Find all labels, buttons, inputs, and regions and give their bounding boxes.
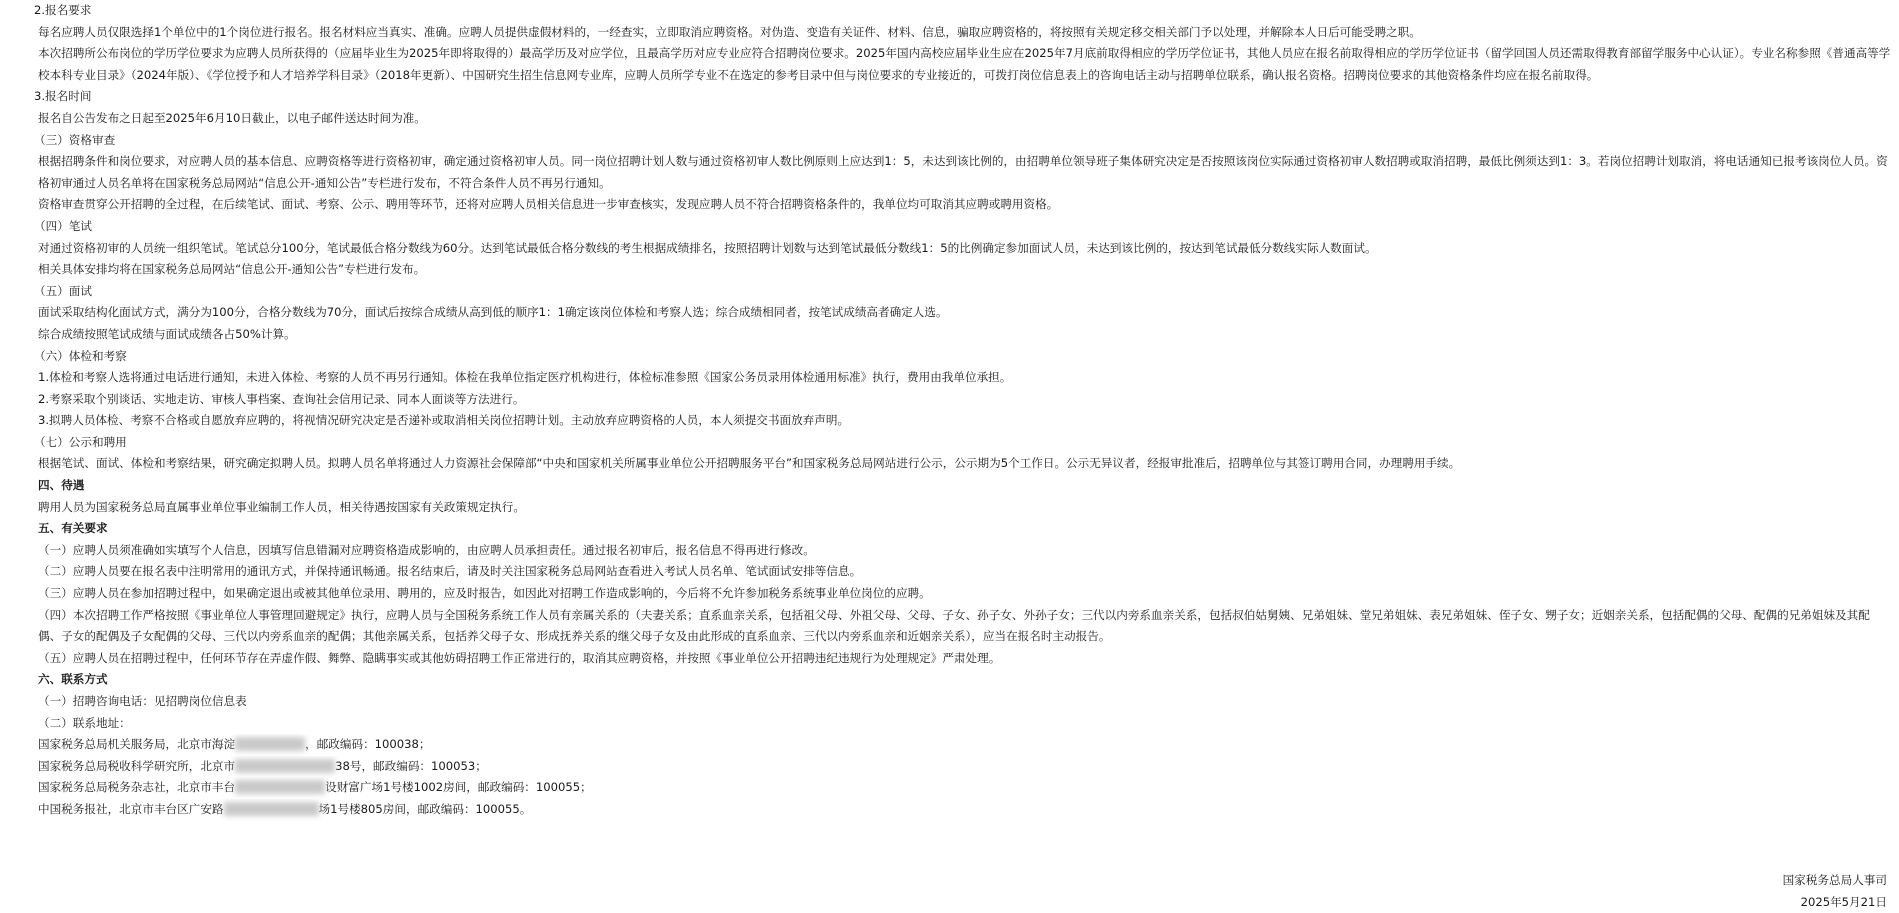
address-line [10,799,1899,821]
address-text: 国家税务总局机关服务局，北京市海淀 [38,737,236,752]
paragraph: 面试采取结构化面试方式，满分为100分，合格分数线为70分，面试后按综合成绩从高到低的顺序1：1确定该岗位体检和考察人选；综合成绩相同者，按笔试成绩高者确定人选。 [38,305,948,320]
address-text: 设财富广场1号楼1002房间，邮政编码：100055； [325,780,592,795]
paragraph: 根据招聘条件和岗位要求，对应聘人员的基本信息、应聘资格等进行资格初审，确定通过资格初审人员。同一岗位招聘计划人数与通过资格初审人数比例原则上应达到1：5，未达到该比例的，由招聘单位领导班子集体研究决定是否按照该岗位实际通过资格初审人数招聘或取消招聘，最低比例须达到1：3。若岗位招聘计划取消，将电话通知已报考该岗位人员。资格初审通过人员名单将在国家税务总局网站“信息公开-通知公告”专栏进行发布，不符合条件人员不再另行通知。 [38,154,1888,190]
paragraph: （一）应聘人员须准确如实填写个人信息，因填写信息错漏对应聘资格造成影响的，由应聘人员承担责任。通过报名初审后，报名信息不得再进行修改。 [38,542,815,557]
paragraph: 资格审查贯穿公开招聘的全过程，在后续笔试、面试、考察、公示、聘用等环节，还将对应聘人员相关信息进一步审查核实，发现应聘人员不符合招聘资格条件的，我单位均可取消其应聘或聘用资格。 [38,197,1059,212]
address-line [10,777,1899,799]
signature-block [1783,869,1887,913]
paragraph: 相关具体安排均将在国家税务总局网站“信息公开-通知公告”专栏进行发布。 [38,262,426,277]
address-text: 中国税务报社，北京市丰台区广安路 [38,801,224,816]
section-heading-physical-exam: （六）体检和考察 [34,348,127,363]
signature-org: 国家税务总局人事司 [1782,873,1887,887]
paragraph: 综合成绩按照笔试成绩与面试成绩各占50%计算。 [38,326,296,341]
redacted-blur [235,759,335,773]
paragraph: 本次招聘所公布岗位的学历学位要求为应聘人员所获得的（应届毕业生为2025年即将取得的）最高学历及对应学位，且最高学历对应专业应符合招聘岗位要求。2025年国内高校应届毕业生应在2025年7月底前取得相应的学历学位证书，其他人员应在报名前取得相应的学历学位证书（留学回国人员还需取得教育部留学服务中心认证）。专业名称参照《普通高等学校本科专业目录》（2024年版）、《学位授予和人才培养学科目录》（2018年更新）、中国研究生招生信息网专业库，应聘人员所学专业不在选定的参考目录中但与岗位要求的专业接近的，可拨打岗位信息表上的咨询电话主动与招聘单位联系，确认报名资格。招聘岗位要求的其他资格条件均应在报名前取得。 [38,46,1891,82]
address-text: 场1号楼805房间，邮政编码：100055。 [318,801,532,816]
section-heading-qualification-review: （三）资格审查 [34,132,116,147]
paragraph: 报名自公告发布之日起至2025年6月10日截止，以电子邮件送达时间为准。 [38,110,426,125]
section-heading-registration-requirements: 2.报名要求 [34,3,92,17]
signature-date: 2025年5月21日 [1800,895,1887,909]
section-heading-registration-time: 3.报名时间 [34,89,92,104]
address-text: ，邮政编码：100038； [305,737,431,752]
paragraph: （二）联系地址： [38,715,131,730]
paragraph: 3.拟聘人员体检、考察不合格或自愿放弃应聘的，将视情况研究决定是否递补或取消相关岗位招聘计划。主动放弃应聘资格的人员，本人须提交书面放弃声明。 [38,413,850,428]
paragraph: （四）本次招聘工作严格按照《事业单位人事管理回避规定》执行，应聘人员与全国税务系统工作人员有亲属关系的（夫妻关系；直系血亲关系，包括祖父母、外祖父母、父母、子女、孙子女、外孙子女；三代以内旁系血亲关系，包括叔伯姑舅姨、兄弟姐妹、堂兄弟姐妹、表兄弟姐妹、侄子女、甥子女；近姻亲关系，包括配偶的父母、配偶的兄弟姐妹及其配偶、子女的配偶及子女配偶的父母、三代以内旁系血亲的配偶；其他亲属关系，包括养父母子女、形成抚养关系的继父母子女及由此形成的直系血亲、三代以内旁系血亲和近姻亲关系），应当在报名时主动报告。 [38,607,1870,644]
redacted-blur [235,737,305,751]
paragraph: （五）应聘人员在招聘过程中，任何环节存在弄虚作假、舞弊、隐瞒事实或其他妨碍招聘工作正常进行的，取消其应聘资格，并按照《事业单位公开招聘违纪违规行为处理规定》严肃处理。 [38,650,1001,665]
section-heading-contact: 六、联系方式 [38,672,108,687]
paragraph: （一）招聘咨询电话：见招聘岗位信息表 [38,694,247,708]
paragraph: 每名应聘人员仅限选择1个单位中的1个岗位进行报名。报名材料应当真实、准确。应聘人员提供虚假材料的，一经查实，立即取消应聘资格。对伪造、变造有关证件、材料、信息，骗取应聘资格的，将按照有关规定移交相关部门予以处理，并解除本人日后可能受聘之职。 [38,24,1421,39]
paragraph: （三）应聘人员在参加招聘过程中，如果确定退出或被其他单位录用、聘用的，应及时报告，如因此对招聘工作造成影响的，今后将不允许参加税务系统事业单位岗位的应聘。 [38,586,931,601]
redacted-blur [235,780,325,794]
section-heading-interview: （五）面试 [34,283,92,298]
paragraph: 2.考察采取个别谈话、实地走访、审核人事档案、查询社会信用记录、同本人面谈等方法进行。 [38,391,525,406]
address-text: 国家税务总局税收科学研究所，北京市 [38,758,236,773]
paragraph: 聘用人员为国家税务总局直属事业单位事业编制工作人员，相关待遇按国家有关政策规定执行。 [38,499,525,514]
address-text: 38号，邮政编码：100053； [335,758,487,773]
address-line [10,734,1899,756]
address-text: 国家税务总局税务杂志社，北京市丰台 [38,780,236,795]
paragraph: 1.体检和考察人选将通过电话进行通知，未进入体检、考察的人员不再另行通知。体检在我单位指定医疗机构进行，体检标准参照《国家公务员录用体检通用标准》执行，费用由我单位承担。 [38,370,1012,385]
section-heading-treatment: 四、待遇 [38,478,85,493]
paragraph: （二）应聘人员要在报名表中注明常用的通讯方式，并保持通讯畅通。报名结束后，请及时关注国家税务总局网站查看进入考试人员名单、笔试面试安排等信息。 [38,564,862,579]
address-line [10,756,1899,778]
paragraph: 根据笔试、面试、体检和考察结果，研究确定拟聘人员。拟聘人员名单将通过人力资源社会保障部“中央和国家机关所属事业单位公开招聘服务平台”和国家税务总局网站进行公示，公示期为5个工作日。公示无异议者，经报审批准后，招聘单位与其签订聘用合同，办理聘用手续。 [38,456,1461,471]
redacted-blur [224,802,319,816]
section-heading-written-exam: （四）笔试 [34,218,92,233]
paragraph: 对通过资格初审的人员统一组织笔试。笔试总分100分，笔试最低合格分数线为60分。达到笔试最低合格分数线的考生根据成绩排名，按照招聘计划数与达到笔试最低分数线1：5的比例确定参加面试人员，未达到该比例的，按达到笔试最低分数线实际人数面试。 [38,240,1377,255]
section-heading-publicity: （七）公示和聘用 [34,434,127,449]
section-heading-requirements: 五、有关要求 [38,521,108,536]
